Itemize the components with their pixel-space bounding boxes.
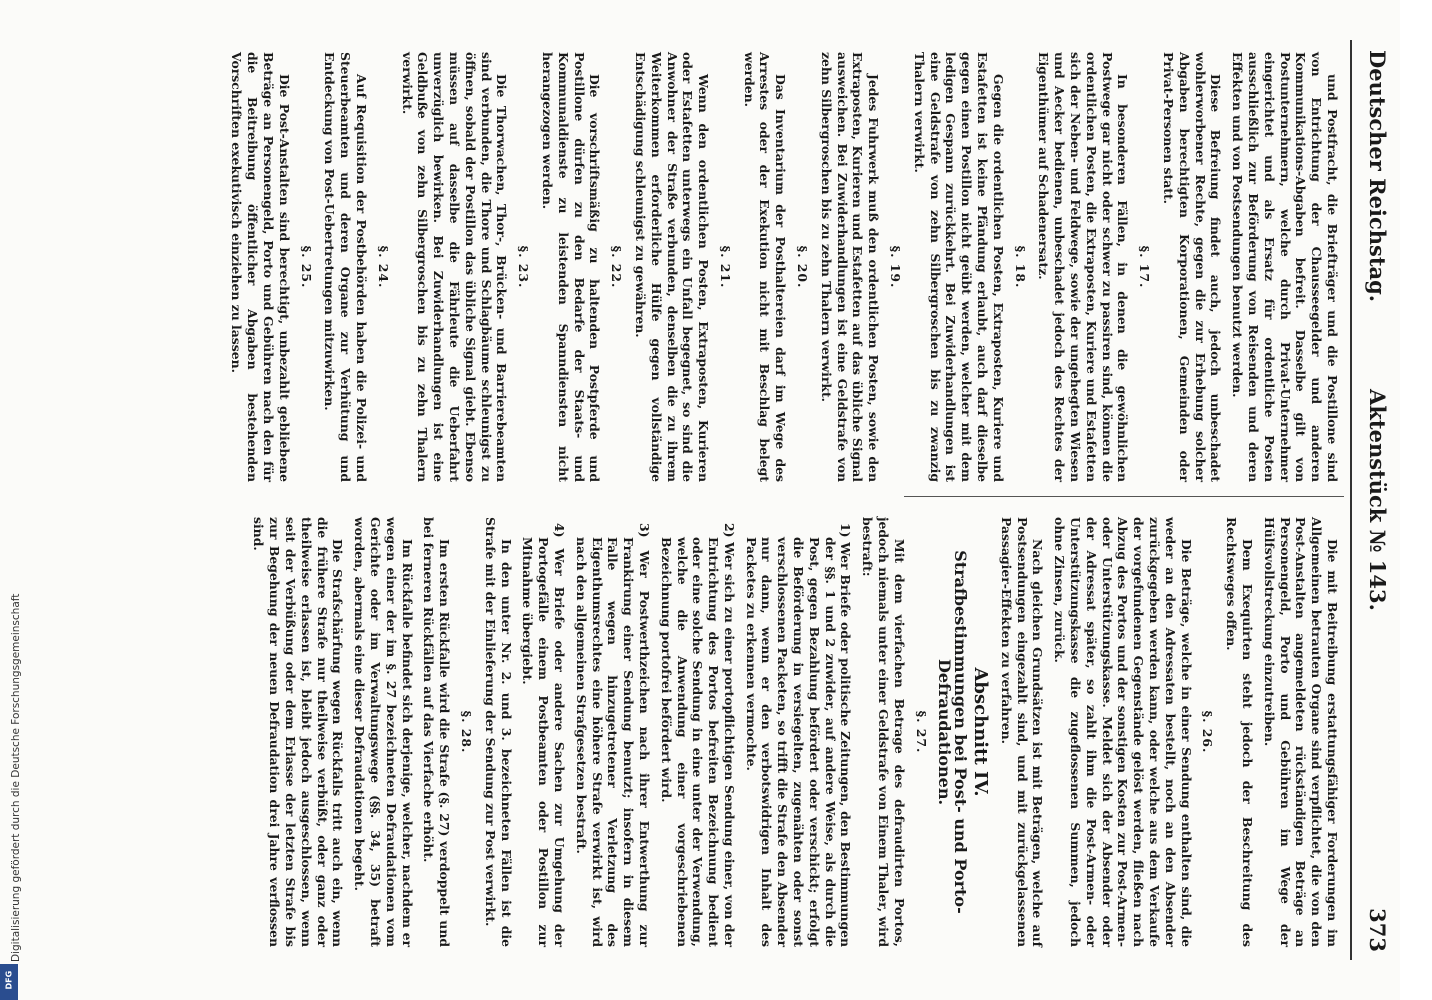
section-heading: §. 27.	[913, 710, 929, 754]
right-column	[245, 517, 1340, 947]
section-heading: §. 22.	[609, 245, 625, 289]
paragraph: Das Inventarium der Posthaltereien darf im Wege des Arrestes oder der Exekution nicht mit Beschlag belegt werden.	[741, 52, 789, 482]
paragraph: Die Post-Anstalten sind berechtigt, unbezahlt gebliebene Beträge an Personengeld, Porto und Gebühren nach den für die Beitreibung öffentlicher Abgaben bestehenden Vorschriften exekutivisch einziehen zu lassen.	[229, 52, 292, 482]
section-heading: §. 28.	[458, 710, 474, 754]
page-number: 373	[1365, 908, 1390, 952]
paragraph: und Postfracht, die Briefträger und die Postillone sind von Entrichtung der Chausseegelder und anderen Kommunikations-Abgaben befreit. Dasselbe gilt von Postunternehmern, welche durch Privat-Unternehmer eingerichtet und als Ersatz für ordentliche Posten ausschließlich zur Beförderung von Reisenden und deren Effekten und von Postsendungen benutzt werden.	[1230, 52, 1340, 482]
paragraph: Dem Exequirten steht jedoch der Beschreitung des Rechtsweges offen.	[1224, 517, 1256, 947]
section-heading: §. 25.	[298, 245, 314, 289]
dfg-credit	[0, 593, 22, 962]
paragraph: In den unter Nr. 2. und 3. bezeichneten Fällen ist die Strafe mit der Einlieferung der Sendung zur Post verwirkt.	[482, 517, 514, 947]
header-rule	[1350, 40, 1352, 960]
paragraph: Im ersten Rückfalle wird die Strafe (§. 27) verdoppelt und bei ferneren Rückfällen auf das Vierfache erhöht.	[421, 517, 453, 947]
paragraph: Die mit Beitreibung erstattungsfähiger Forderungen im Allgemeinen betrauten Organe sind verpflichtet, die von den Post-Anstalten angemeldeten rückständigen Beträge an Personengeld, Porto und Gebühren im Wege der Hülfsvollstreckung einzutreiben.	[1261, 517, 1340, 947]
paragraph: Die Thorwachen, Thor-, Brücken- und Barrierebeamten sind verbunden, die Thore und Schlagbäume schleunigst zu öffnen, sobald der Postillon das übliche Signal giebt. Ebenso müssen auf dasselbe die Fährleute die Ueberfahrt unverzüglich bewirken. Bei Zuwiderhandlungen ist eine Geldbuße von zehn Silbergroschen bis zu zehn Thalern verwirkt.	[399, 52, 510, 482]
section-heading: §. 24.	[375, 245, 391, 289]
paragraph: Gegen die ordentlichen Posten, Extraposten, Kuriere und Estafetten ist keine Pfändung erlaubt, auch darf dieselbe gegen einen Postillon nicht geübt werden, welcher mit dem ledigen Gespann zurückkehrt. Bei Zuwiderhandlungen ist eine Geldstrafe von zehn Silbergroschen bis zu zwanzig Thalern verwirkt.	[911, 52, 1006, 482]
paragraph: Auf Requisition der Postbehörden haben die Polizei- und Steuerbeamten und deren Organe zur Verhütung und Entdeckung von Post-Uebertretungen mitzuwirken.	[322, 52, 369, 482]
paragraph: Jedes Fuhrwerk muß den ordentlichen Posten, sowie den Extraposten, Kurieren und Estafetten auf das übliche Signal ausweichen. Bei Zuwiderhandlungen ist eine Geldstrafe von zehn Silbergroschen bis zu zehn Thalern verwirkt.	[818, 52, 882, 482]
dfg-credit-text: Digitalisierung gefördert durch die Deutsche Forschungsgemeinschaft	[10, 593, 22, 962]
left-column	[223, 52, 1340, 482]
paragraph: In besonderen Fällen, in denen die gewöhnlichen Postwege gar nicht oder schwer zu passiren sind, können die ordentlichen Posten, die Extraposten, Kuriere und Estafetten sich der Neben- und Feldwege, sowie der ungehegten Wiesen und Aecker bedienen, unbeschadet jedoch des Rechtes der Eigenthümer auf Schadenersatz.	[1036, 52, 1131, 482]
list-item: 3) Wer Postwerthzeichen nach ihrer Entwerthung zur Frankirung einer Sendung benutzt; insofern in diesem Falle wegen hinzugetretener Verletzung des Eigenthumsrechtes eine höhere Strafe verwirkt ist, wird nach den allgemeinen Strafgesetzen bestraft.	[573, 523, 652, 947]
paragraph: Die Strafschärfung wegen Rückfalls tritt auch ein, wenn die frühere Strafe nur theilweise verbüßt, oder ganz oder theilweise erlassen ist, bleibt jedoch ausgeschlossen, wenn seit der Verbüßung oder dem Erlasse der letzten Strafe bis zur Begehung der neuen Defraudation drei Jahre verflossen sind.	[251, 517, 346, 947]
column-divider	[904, 496, 1344, 497]
section-heading: §. 21.	[717, 245, 733, 289]
section-heading: §. 23.	[516, 245, 532, 289]
section-heading: §. 26.	[1200, 710, 1216, 754]
chapter-subheading: Strafbestimmungen bei Post- und Porto-Defraudationen.	[935, 550, 971, 914]
paragraph: Die Beträge, welche in einer Sendung enthalten sind, die weder an den Adressaten bestellt, noch an den Absender zurückgegeben werden kann, oder welche aus dem Verkaufe der vorgefundenen Gegenstände gelöst werden, fließen nach Abzug des Portos und der sonstigen Kosten zur Post-Armen- oder Unterstützungskasse. Meldet sich der Absender oder der Adressat später, so zahlt ihm die Post-Armen- oder Unterstützungskasse die zugeflossenen Summen, jedoch ohne Zinsen, zurück.	[1052, 517, 1194, 947]
section-heading: §. 20.	[795, 245, 811, 289]
paragraph: Nach gleichen Grundsätzen ist mit Beträgen, welche auf Postsendungen eingezahlt sind, und mit zurückgelassenen Passagier-Effekten zu verfahren.	[998, 517, 1046, 947]
list-item: 4) Wer Briefe oder andere Sachen zur Umgehung der Portogefälle einem Postbeamten oder Postillon zur Mitnahme übergiebt.	[520, 523, 567, 947]
dfg-logo-text: DFG	[4, 970, 14, 990]
paragraph: Wenn den ordentlichen Posten, Extraposten, Kurieren oder Estafetten unterwegs ein Unfall begegnet, so sind die Anwohner der Straße verbunden, denselben die zu ihrem Weiterkommen erforderliche Hülfe gegen vollständige Entschädigung schleunigst zu gewähren.	[632, 52, 712, 482]
running-title: Deutscher Reichstag.	[1365, 50, 1390, 303]
document-number: Aktenstück № 143.	[1365, 389, 1390, 611]
section-heading: §. 19.	[888, 245, 904, 289]
section-heading: §. 18.	[1012, 245, 1028, 289]
paragraph: Im Rückfalle befindet sich derjenige, welcher, nachdem er wegen einer der im §. 27 bezeichneten Defraudationen vom Gerichte oder im Verwaltungswege (§§. 34, 35) betraft worden, abermals eine dieser Defraudationen begeht.	[352, 517, 415, 947]
chapter-heading: Abschnitt IV.	[970, 667, 992, 797]
paragraph: Mit dem vierfachen Betrage des defraudirten Portos, jedoch niemals unter einer Geldstrafe von Einem Thaler, wird bestraft:	[860, 517, 907, 947]
dfg-logo	[0, 964, 18, 1000]
paragraph: Die vorschriftsmäßig zu haltenden Postpferde und Postillone dürfen zu den Bedarfe der Staats- und Kommunaldienste zu leistenden Spanndiensten nicht herangezogen werden.	[539, 52, 603, 482]
section-heading: §. 17.	[1137, 245, 1153, 289]
paragraph: Diese Befreiung findet auch, jedoch unbeschadet wohlerworbener Rechte, gegen die zur Erhebung solcher Abgaben berechtigten Korporationen, Gemeinden oder Privat-Personen statt.	[1161, 52, 1224, 482]
list-item: 2) Wer sich zu einer portopflichtigen Sendung einer, von der Entrichtung des Portos befreiten Bezeichnung bedient oder eine solche Sendung in eine unter der Verwendung, welche die Anwendung einer vorgeschriebenen Bezeichnung portofrei befördert wird.	[658, 523, 737, 947]
list-item: 1) Wer Briefe oder politische Zeitungen, den Bestimmungen der §§. 1 und 2 zuwider, auf andere Weise, als durch die Post, gegen Bezahlung befördert oder verschickt; erfolgt die Beförderung in versiegelten, zugenähten oder sonst verschlossenen Packeten, so trifft die Strafe den Absender nur dann, wenn er den verbotswidrigen Inhalt des Packetes zu erkennen vermochte.	[743, 523, 854, 947]
